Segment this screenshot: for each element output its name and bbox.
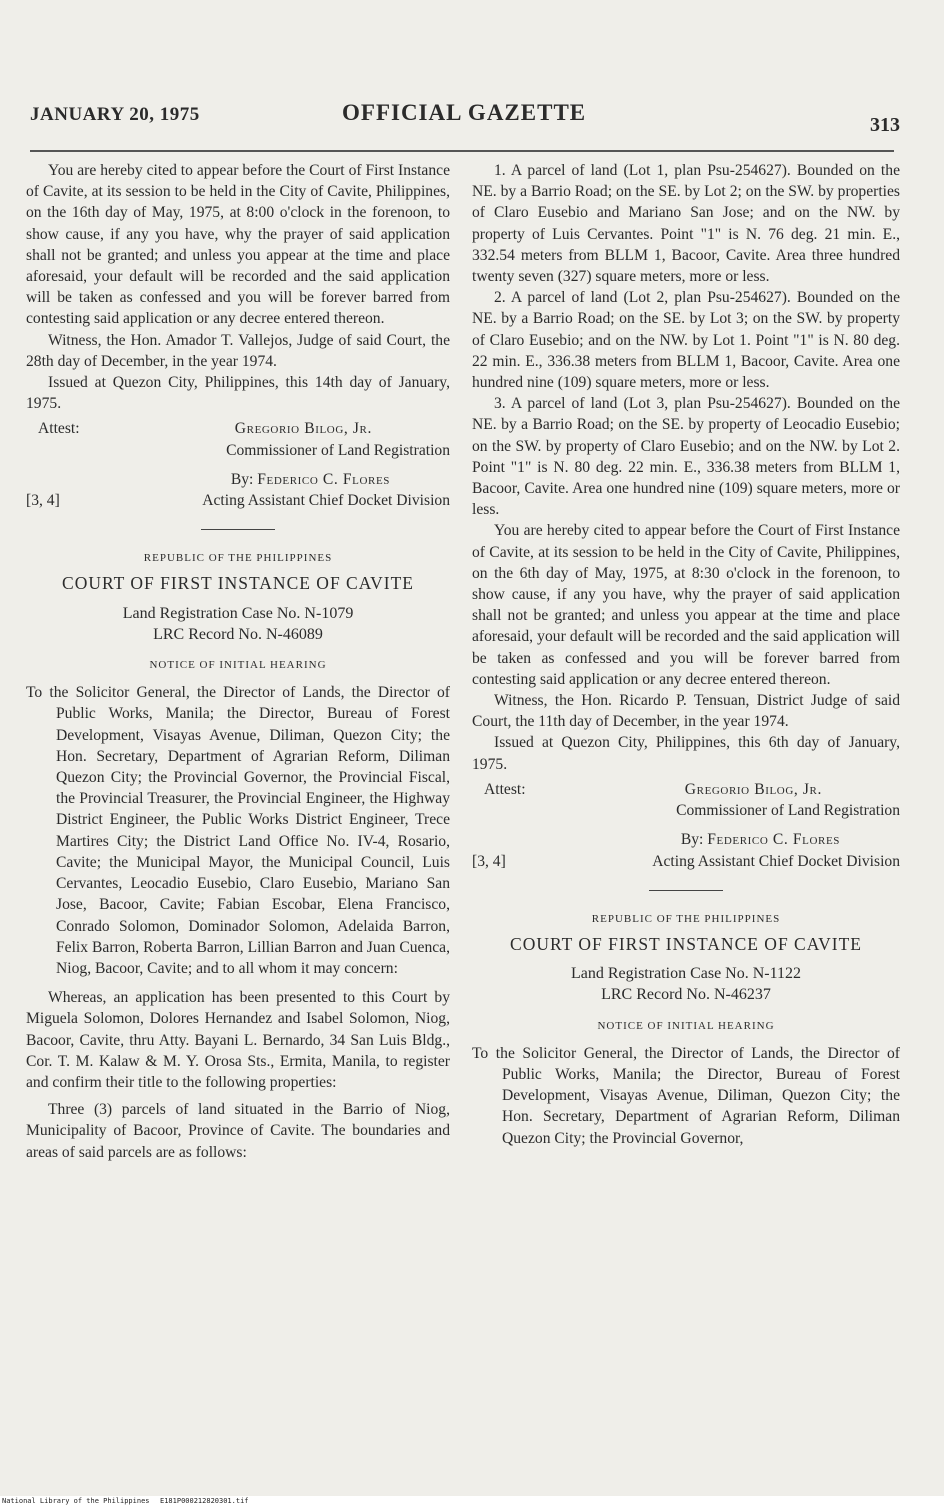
by-line	[26, 469, 450, 490]
by-title: Acting Assistant Chief Docket Division	[202, 492, 450, 510]
signature-title-line	[26, 490, 450, 511]
witness-paragraph: Witness, the Hon. Ricardo P. Tensuan, District Judge of said Court, the 11th day of December, in the year 1974.	[472, 692, 900, 731]
addressees-paragraph: To the Solicitor General, the Director of Lands, the Director of Public Works, Manila; the Director, Bureau of Forest Development, Visayas Avenue, Diliman, Quezon City; the Hon. Secretary, Department of Agrarian Reform, Diliman Quezon City; the Provincial Governor, the Provincial Fiscal, the Provincial Treasurer, the Provincial Engineer, the Highway District Engineer, the Public Works District Engineer, Trece Martires City; the District Land Office No. IV-4, Rosario, Cavite; the Municipal Mayor, the Municipal Council, Luis Cervantes, Leocadio Eusebio, Claro Eusebio, Mariano San Jose, Bacoor, Cavite; Fabian Escobar, Elena Francisco, Conrado Solomon, Dominador Solomon, Adelaida Barron, Felix Barron, Roberta Barron, Lillian Barron and Juan Cuenca, Niog, Bacoor, Cavite; and to all whom it may concern:	[26, 684, 450, 977]
court-heading: COURT OF FIRST INSTANCE OF CAVITE	[62, 573, 414, 594]
whereas-paragraph: Whereas, an application has been presented to this Court by Miguela Solomon, Dolores Hernandez and Isabel Solomon, Niog, Bacoor, Cavite, thru Atty. Bayani L. Bernardo, 34 San Luis Bldg., Cor. T. M. Kalaw & M. Y. Orosa Sts., Ermita, Manila, to register and confirm their title to the following properties:	[26, 989, 450, 1091]
citation-paragraph: You are hereby cited to appear before the Court of First Instance of Cavite, at its session to be held in the City of Cavite, Philippines, on the 6th day of May, 1975, at 8:30 o'clock in the forenoon, to show cause, if any you have, why the prayer of said application shall not be granted; and unless you appear at the time and place aforesaid, your default will be recorded and the said application will be taken as confessed and you will be forever barred from contesting said application or any decree entered thereon.	[472, 522, 900, 688]
scan-filename: E181P000212820301.tif	[160, 1497, 249, 1505]
issue-date: JANUARY 20, 1975	[30, 104, 200, 125]
attest-title: Commissioner of Land Registration	[676, 802, 900, 820]
reference-code: [3, 4]	[26, 492, 60, 510]
notice-title: NOTICE OF INITIAL HEARING	[597, 1019, 775, 1032]
republic-heading: REPUBLIC OF THE PHILIPPINES	[143, 552, 333, 565]
reference-code: [3, 4]	[472, 852, 506, 870]
signature-title-line	[472, 851, 900, 872]
scan-source: National Library of the Philippines	[2, 1497, 150, 1505]
right-column	[472, 160, 900, 1149]
republic-heading: REPUBLIC OF THE PHILIPPINES	[591, 912, 781, 925]
page-number: 313	[870, 114, 900, 136]
by-label: By:	[680, 831, 704, 849]
witness-paragraph: Witness, the Hon. Amador T. Vallejos, Judge of said Court, the 28th day of December, in the year 1974.	[26, 331, 450, 370]
by-label: By:	[230, 470, 254, 488]
page-header	[30, 96, 900, 146]
lrc-record-number: LRC Record No. N-46237	[601, 986, 771, 1004]
by-title: Acting Assistant Chief Docket Division	[652, 852, 900, 870]
case-number: Land Registration Case No. N-1122	[570, 965, 802, 983]
attest-name: Gregorio Bilog, Jr.	[684, 780, 822, 798]
left-column	[26, 160, 450, 1163]
lrc-record-number: LRC Record No. N-46089	[153, 625, 323, 643]
addressees-paragraph: To the Solicitor General, the Director of Lands, the Director of Public Works, Manila; the Director, Bureau of Forest Development, Visayas Avenue, Diliman, Quezon City; the Hon. Secretary, Department of Agrarian Reform, Diliman Quezon City; the Provincial Governor,	[472, 1044, 900, 1147]
case-number: Land Registration Case No. N-1079	[122, 604, 354, 622]
lot-3-paragraph: 3. A parcel of land (Lot 3, plan Psu-254627). Bounded on the NE. by a Barrio Road; on the SE. by property of Leocadio Eusebio; on the SW. by property of Claro Eusebio; and on the NW. by Lot 2. Point "1" is N. 80 deg. 22 min. E., 336.38 meters from BLLM 1, Bacoor, Cavite. Area one hundred nine (109) square meters, more or less.	[472, 395, 900, 519]
parcels-intro-paragraph: Three (3) parcels of land situated in the Barrio of Niog, Municipality of Bacoor, Province of Cavite. The boundaries and areas of said parcels are as follows:	[26, 1101, 450, 1161]
section-separator	[649, 890, 723, 891]
attest-label: Attest:	[484, 780, 526, 798]
attest-label: Attest:	[38, 420, 80, 438]
publication-title: OFFICIAL GAZETTE	[342, 100, 587, 125]
attest-title: Commissioner of Land Registration	[226, 441, 450, 459]
scan-footer	[0, 1496, 944, 1508]
by-line	[472, 829, 900, 850]
section-separator	[201, 529, 275, 530]
lot-2-paragraph: 2. A parcel of land (Lot 2, plan Psu-254627). Bounded on the NE. by a Barrio Road; on the SE. by Lot 3; on the SW. by property of Claro Eusebio; and on the NW. by Lot 1. Point "1" is N. 80 deg. 22 min. E., 336.38 meters from BLLM 1, Bacoor, Cavite. Area one hundred nine (109) square meters, more or less.	[472, 289, 900, 392]
issued-paragraph: Issued at Quezon City, Philippines, this 14th day of January, 1975.	[26, 374, 450, 413]
citation-paragraph: You are hereby cited to appear before the Court of First Instance of Cavite, at its session to be held in the City of Cavite, Philippines, on the 16th day of May, 1975, at 8:00 o'clock in the forenoon, to show cause, if any you have, why the prayer of said application shall not be granted; and unless you appear at the time and place aforesaid, your default will be recorded and the said application will be taken as confessed and you will be forever barred from contesting said application or any decree entered thereon.	[26, 162, 450, 328]
issued-paragraph: Issued at Quezon City, Philippines, this 6th day of January, 1975.	[472, 734, 900, 773]
by-name: Federico C. Flores	[707, 831, 840, 849]
lot-1-paragraph: 1. A parcel of land (Lot 1, plan Psu-254627). Bounded on the NE. by a Barrio Road; on the SE. by Lot 2; on the SW. by properties of Claro Eusebio and Mariano San Jose; and on the NW. by property of Luis Cervantes. Point "1" is N. 76 deg. 21 min. E., 332.54 meters from BLLM 1, Bacoor, Cavite. Area three hundred twenty seven (327) square meters, more or less.	[472, 162, 900, 286]
court-heading: COURT OF FIRST INSTANCE OF CAVITE	[510, 933, 862, 954]
attest-line	[472, 779, 900, 800]
by-name: Federico C. Flores	[257, 470, 390, 488]
header-rule	[30, 150, 894, 152]
attest-name: Gregorio Bilog, Jr.	[234, 420, 372, 438]
attest-line	[26, 418, 450, 439]
notice-title: NOTICE OF INITIAL HEARING	[149, 659, 327, 672]
